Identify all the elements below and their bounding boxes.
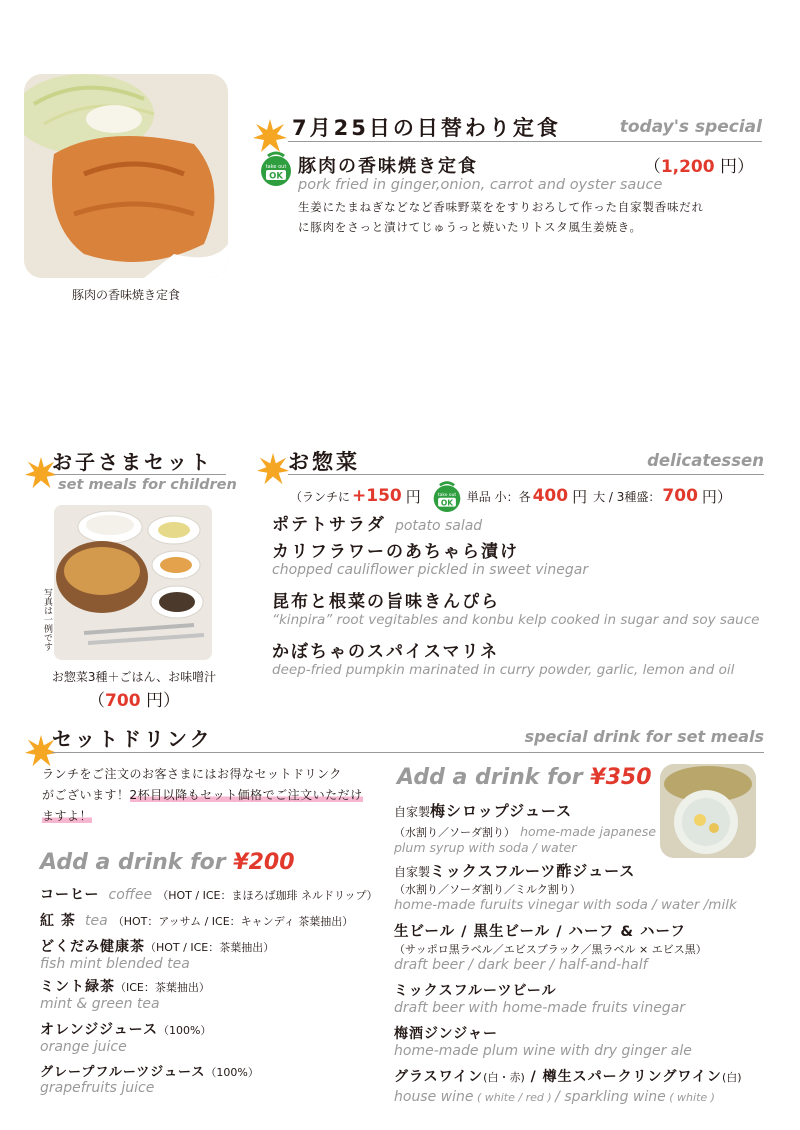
- special-photo-caption: 豚肉の香味焼き定食: [71, 288, 180, 302]
- list-item: 梅酒ジンジャー home-made plum wine with dry ginger ale: [394, 1026, 692, 1059]
- list-item: 生ビール / 黒生ビール / ハーフ & ハーフ （サッポロ黒ラベル／エビスブラック／黒ラベル × エビス黒） draft beer / dark beer / half-and-half: [394, 924, 707, 973]
- list-item: ミックスフルーツビール draft beer with home-made fruits vinegar: [394, 983, 686, 1016]
- special-rule: [288, 141, 762, 142]
- list-item: どくだみ健康茶（HOT / ICE：茶葉抽出） fish mint blended tea: [40, 939, 275, 972]
- list-item: グレープフルーツジュース（100%） grapefruits juice: [40, 1065, 259, 1096]
- drinks-rule: [52, 752, 764, 753]
- deli-rule: [288, 474, 764, 475]
- kids-price-value: 700: [105, 691, 141, 711]
- list-item: 自家製梅シロップジュース （水割り／ソーダ割り） home-made japanese plum syrup with soda / water: [394, 802, 657, 855]
- drink-group-350-head: Add a drink for ¥350: [397, 765, 652, 790]
- svg-text:OK: OK: [440, 498, 453, 508]
- special-dish-en: pork fried in ginger,onion, carrot and oyster sauce: [298, 177, 663, 193]
- list-item: ポテトサラダ potato salad: [272, 515, 483, 535]
- kids-photo-note: 写真は一例です: [42, 588, 52, 651]
- drinks-title: セットドリンク: [52, 727, 213, 751]
- drink-group-350-price: ¥350: [590, 765, 652, 790]
- svg-text:take out: take out: [437, 493, 456, 498]
- kids-price: （700 円）: [88, 691, 180, 711]
- svg-text:take out: take out: [265, 164, 287, 170]
- special-price: （1,200 円）: [643, 157, 754, 177]
- special-title-en: today's special: [619, 117, 762, 137]
- list-item: グラスワイン(白・赤) / 樽生スパークリングワイン(白) house wine ( white / red ) / sparkling wine ( white ): [394, 1069, 742, 1105]
- deli-title: お惣菜: [288, 450, 360, 474]
- drink-group-200-price: ¥200: [233, 850, 295, 875]
- svg-text:OK: OK: [269, 171, 283, 182]
- list-item: カリフラワーのあちゃら漬け chopped cauliflower pickled in sweet vinegar: [272, 542, 589, 578]
- deli-large-price: 700: [662, 486, 698, 506]
- special-title: 7月25日の日替わり定食: [292, 116, 561, 140]
- special-price-value: 1,200: [660, 157, 715, 177]
- kids-set-photo: [54, 505, 212, 660]
- drinks-title-en: special drink for set meals: [524, 727, 764, 746]
- list-item: オレンジジュース（100%） orange juice: [40, 1022, 212, 1055]
- special-dish-name: 豚肉の香味焼き定食: [298, 156, 478, 177]
- drink-group-200-head: Add a drink for ¥200: [40, 850, 295, 875]
- star-icon: [256, 452, 290, 486]
- drink-group-350-list: [394, 800, 742, 1109]
- list-item: 紅 茶 tea （HOT：アッサム / ICE：キャンディ 茶葉抽出）: [40, 913, 354, 929]
- kids-rule: [54, 474, 226, 475]
- deli-item-list: [272, 510, 759, 687]
- deli-price-line: （ランチに +150 円 take out OK 単品 小：各 400 円 大 / 3種盛： 700 円）: [290, 480, 732, 512]
- take-out-ok-icon: [431, 480, 463, 512]
- list-item: 自家製ミックスフルーツ酢ジュース （水割り／ソーダ割り／ミルク割り） home-made furuits vinegar with soda / water /milk: [394, 862, 737, 913]
- drinks-intro: ランチをご注文のお客さまにはお得なセットドリンク がございます！2杯目以降もセット価格でご注文いただけ ますよ！: [42, 767, 363, 823]
- special-description: 生姜にたまねぎなどなど香味野菜ををすりおろして作った自家製香味だれ に豚肉をさっと漬けてじゅうっと焼いたリトスタ風生姜焼き。: [298, 200, 704, 234]
- list-item: コーヒー coffee （HOT / ICE：まほろば珈琲 ネルドリップ）: [40, 887, 378, 903]
- deli-single-price: 400: [532, 486, 569, 506]
- special-dish-photo: [24, 74, 228, 278]
- kids-title-en: set meals for children: [58, 477, 237, 493]
- list-item: 昆布と根菜の旨味きんぴら “kinpira” root vegitables and konbu kelp cooked in sugar and soy sauce: [272, 592, 760, 628]
- drink-group-200-list: [40, 884, 378, 1101]
- take-out-ok-icon: [258, 150, 294, 186]
- kids-title: お子さまセット: [52, 450, 213, 474]
- list-item: かぼちゃのスパイスマリネ deep-fried pumpkin marinated in curry powder, garlic, lemon and oil: [272, 642, 735, 678]
- kids-caption: お惣菜3種＋ごはん、お味噌汁: [51, 670, 217, 684]
- star-icon: [252, 118, 288, 154]
- list-item: ミント緑茶（ICE：茶葉抽出） mint & green tea: [40, 979, 210, 1012]
- deli-lunch-price: +150: [352, 486, 402, 506]
- deli-title-en: delicatessen: [647, 451, 764, 470]
